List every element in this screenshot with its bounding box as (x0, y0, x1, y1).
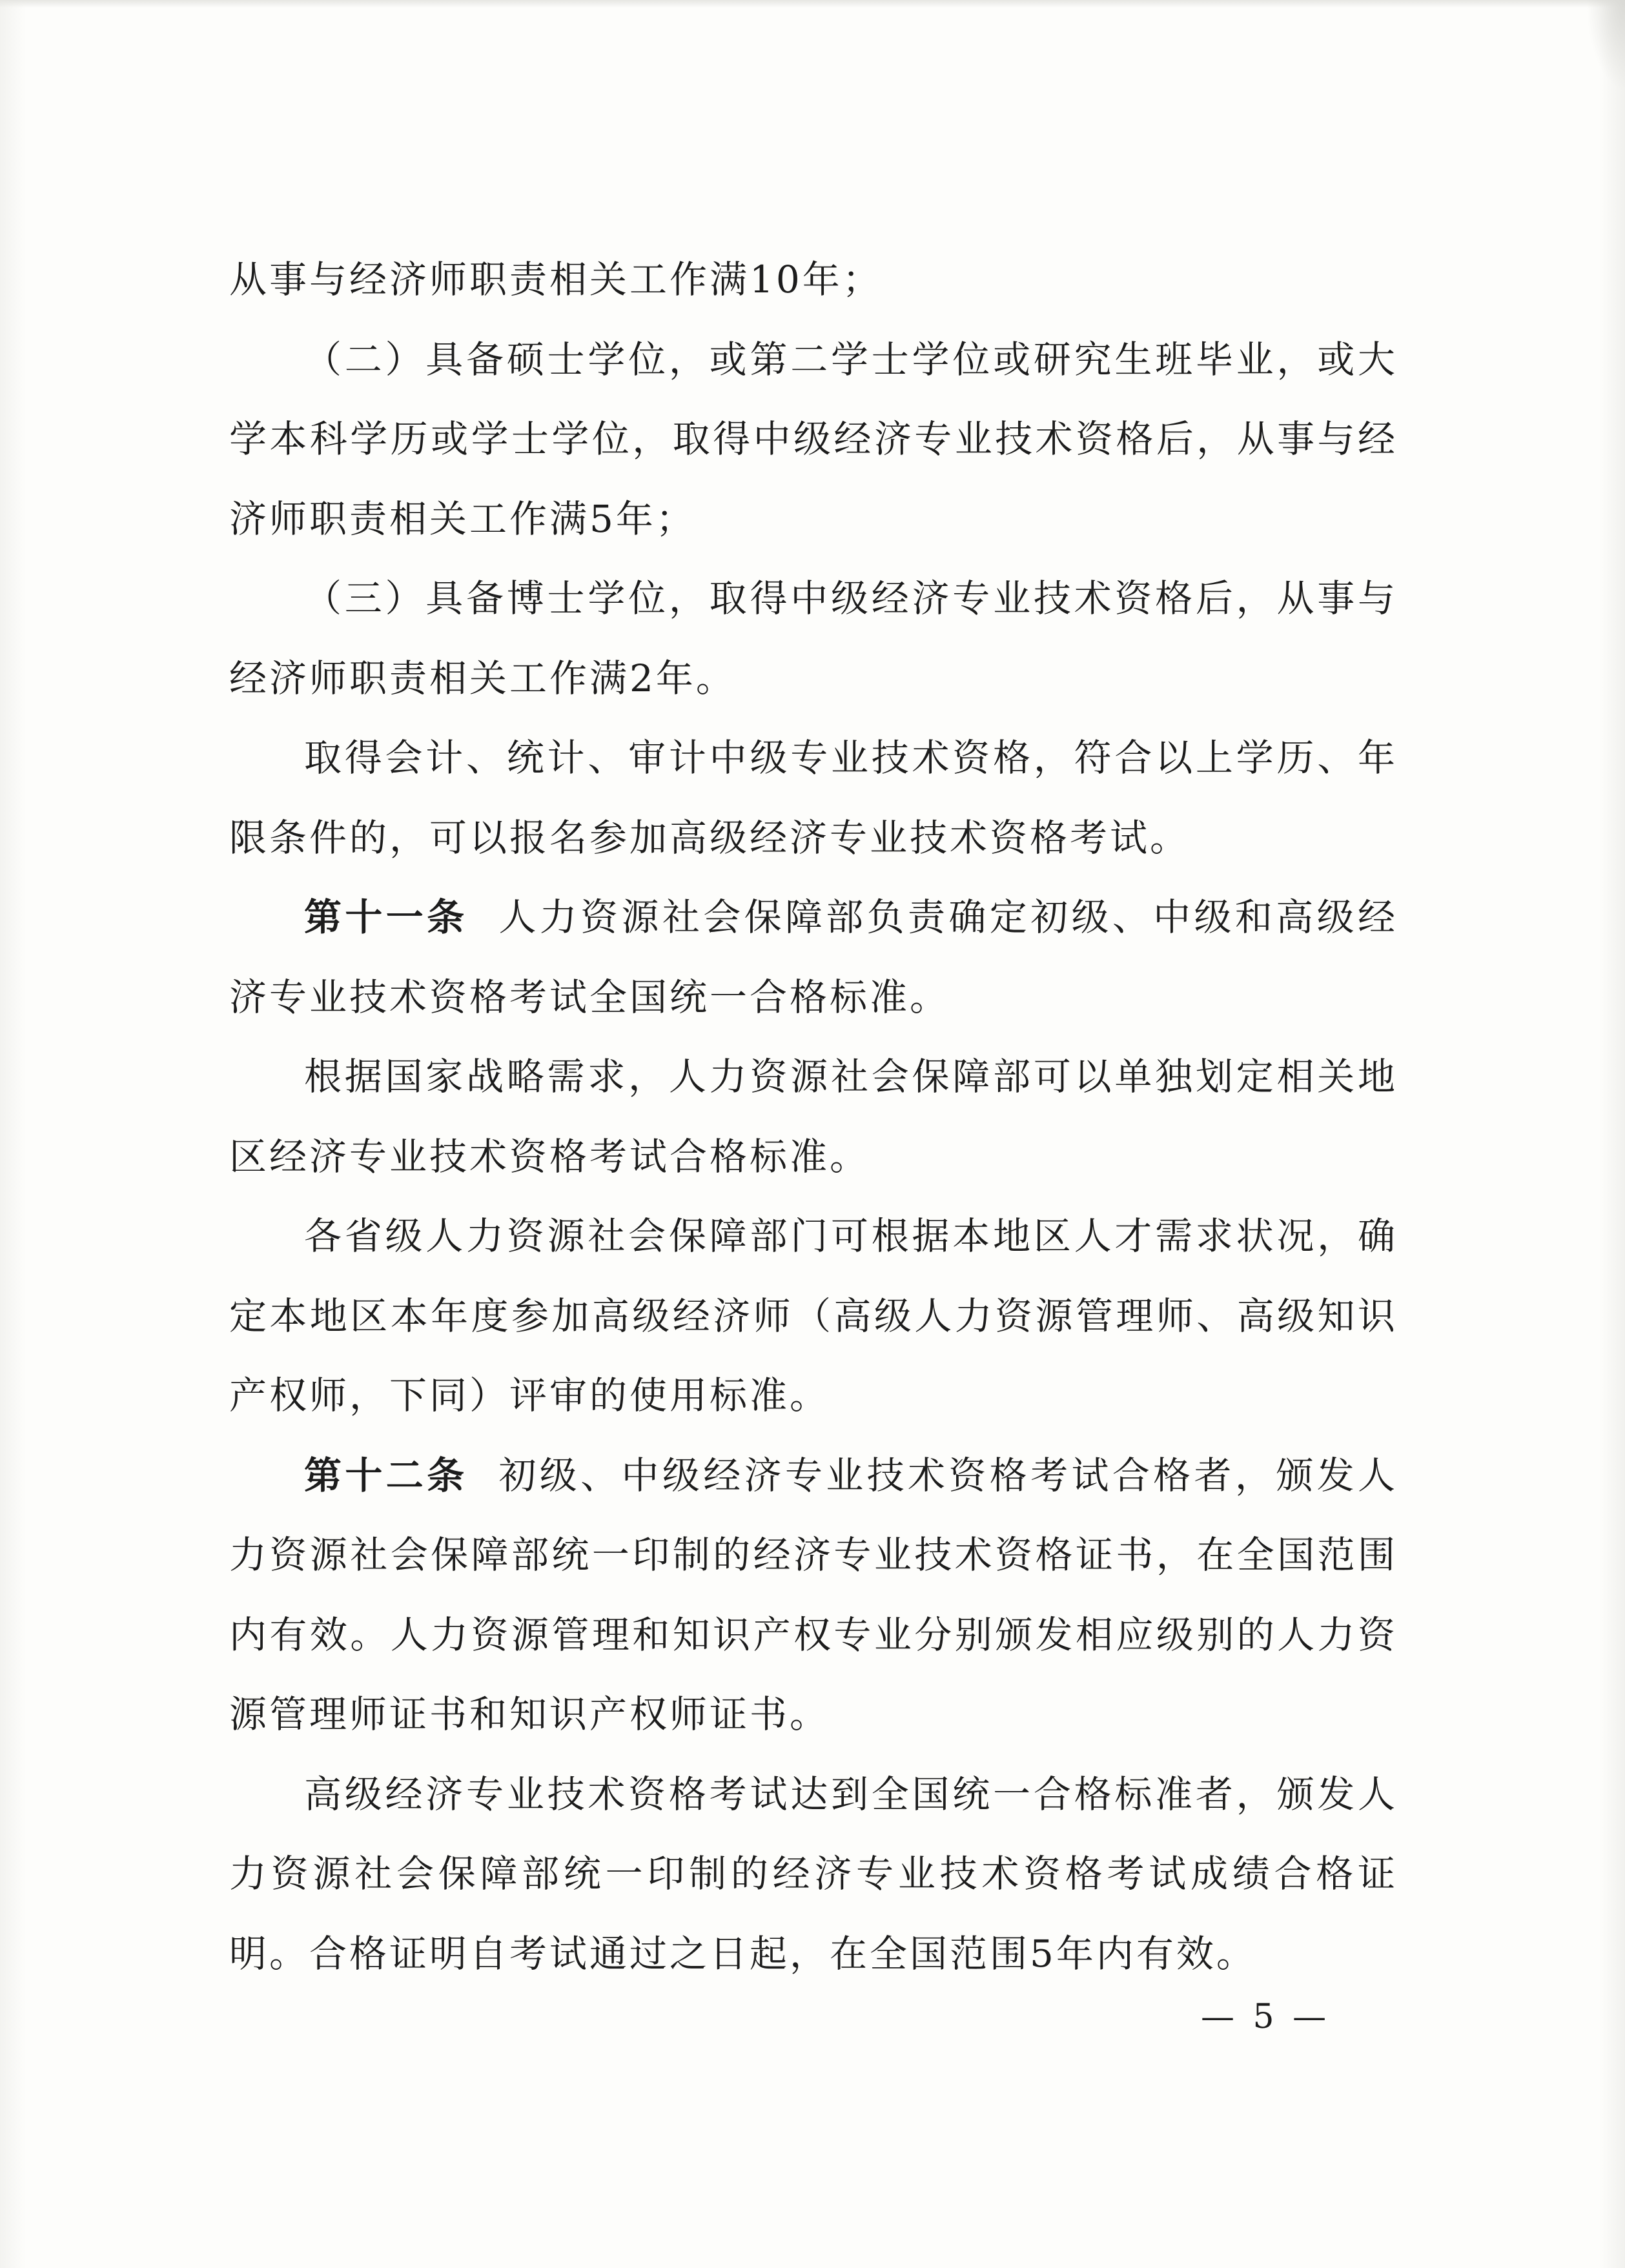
paragraph (229, 1037, 1398, 1197)
paragraph-text: 人力资源社会保障部负责确定初级、中级和高级经济专业技术资格考试全国统一合格标准。 (229, 895, 1398, 1019)
paragraph (229, 320, 1398, 560)
paragraph (229, 1197, 1398, 1436)
paragraph (229, 559, 1398, 718)
paragraph (229, 718, 1398, 878)
paragraph-text: （三）具备博士学位，取得中级经济专业技术资格后，从事与经济师职责相关工作满2年。 (229, 576, 1398, 700)
article-paragraph (229, 1436, 1398, 1755)
paragraph-text: 取得会计、统计、审计中级专业技术资格，符合以上学历、年限条件的，可以报名参加高级经济专业技术资格考试。 (229, 736, 1398, 860)
paragraph-text: 初级、中级经济专业技术资格考试合格者，颁发人力资源社会保障部统一印制的经济专业技术资格证书，在全国范围内有效。人力资源管理和知识产权专业分别颁发相应级别的人力资源管理师证书和知识产权师证书。 (229, 1453, 1398, 1736)
paragraph (229, 240, 1398, 320)
paragraph-text: 从事与经济师职责相关工作满10年； (229, 258, 883, 301)
page-number: — 5 — (1201, 1998, 1331, 2036)
scan-shadow-corner (1586, 0, 1625, 90)
article-heading: 第十一条 (304, 895, 468, 939)
paragraph-text: 高级经济专业技术资格考试达到全国统一合格标准者，颁发人力资源社会保障部统一印制的经济专业技术资格考试成绩合格证明。合格证明自考试通过之日起，在全国范围5年内有效。 (229, 1772, 1398, 1976)
article-paragraph (229, 878, 1398, 1037)
paragraph-text: （二）具备硕士学位，或第二学士学位或研究生班毕业，或大学本科学历或学士学位，取得中级经济专业技术资格后，从事与经济师职责相关工作满5年； (229, 337, 1398, 541)
article-heading: 第十二条 (304, 1453, 468, 1497)
paragraph-text: 根据国家战略需求，人力资源社会保障部可以单独划定相关地区经济专业技术资格考试合格标准。 (229, 1055, 1398, 1179)
paragraph-text: 各省级人力资源社会保障部门可根据本地区人才需求状况，确定本地区本年度参加高级经济师（高级人力资源管理师、高级知识产权师，下同）评审的使用标准。 (229, 1214, 1398, 1417)
scan-shadow-top (0, 0, 1625, 8)
paragraph (229, 1755, 1398, 1994)
body-text (229, 240, 1398, 1994)
